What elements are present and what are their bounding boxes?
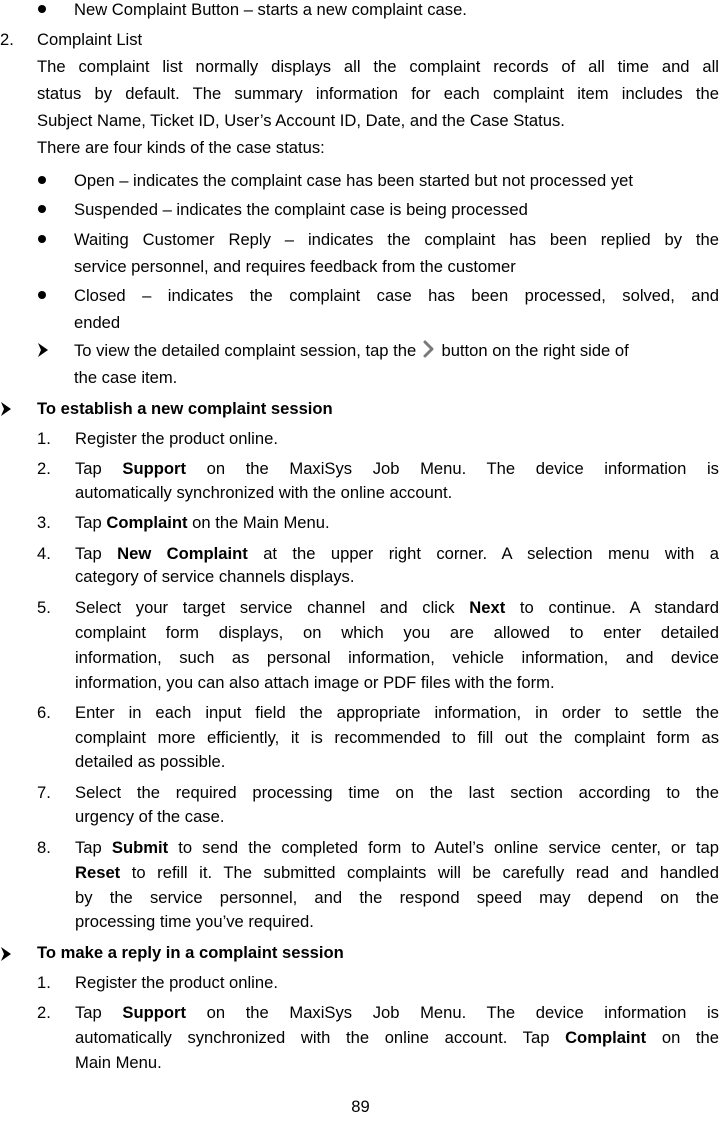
- step-number: 1.: [37, 973, 51, 992]
- paragraph-line: status by default. The summary information for each complaint item includes the: [37, 84, 719, 103]
- step-text-pre: Tap: [75, 459, 102, 478]
- step-text-cont: by the service personnel, and the respond speed may depend on the: [75, 888, 719, 907]
- tip-text-after: button on the right side of: [441, 341, 629, 360]
- step-text-cont: category of service channels displays.: [75, 567, 355, 586]
- step-text-cont: Main Menu.: [75, 1053, 162, 1072]
- step-text: [75, 999, 719, 1026]
- step-text-cont: detailed as possible.: [75, 752, 226, 771]
- step-text-post: at the upper right corner. A selection menu with a: [263, 544, 719, 563]
- step-text-post: on the MaxiSys Job Menu. The device information is: [206, 459, 719, 478]
- step-text-post: on the: [661, 1028, 719, 1047]
- new-complaint-label: New Complaint: [117, 544, 248, 563]
- status-closed: Closed – indicates the complaint case has been processed, solved, and: [74, 286, 719, 305]
- page-number: 89: [351, 1097, 370, 1116]
- support-label: Support: [122, 459, 186, 478]
- step-text-post: to continue. A standard: [519, 598, 719, 617]
- step-text-cont: [75, 1024, 719, 1051]
- step-text-pre: Tap: [75, 838, 102, 857]
- complaint-label: Complaint: [106, 513, 188, 532]
- reply-heading: To make a reply in a complaint session: [37, 943, 344, 962]
- step-text-cont: automatically synchronized with the online account.: [75, 483, 453, 502]
- paragraph-line: Subject Name, Ticket ID, User’s Account ID, Date, and the Case Status.: [37, 111, 565, 130]
- bullet-icon: [38, 5, 46, 13]
- bullet-icon: [38, 205, 46, 213]
- step-number: 3.: [37, 513, 51, 532]
- step-text-pre: Tap: [75, 513, 102, 532]
- establish-heading: To establish a new complaint session: [37, 399, 333, 418]
- paragraph-line: The complaint list normally displays all the complaint records of all time and all: [37, 57, 719, 76]
- paragraph-line: There are four kinds of the case status:: [37, 138, 325, 157]
- chevron-right-icon: [422, 340, 436, 358]
- step-text-pre: Tap: [75, 1003, 102, 1022]
- step-text: Register the product online.: [75, 973, 278, 992]
- bullet-icon: [38, 291, 46, 299]
- complaint-label: Complaint: [565, 1028, 647, 1047]
- step-text-cont: [75, 859, 719, 886]
- arrowhead-bullet-icon: [0, 946, 12, 962]
- status-waiting-cont: service personnel, and requires feedback from the customer: [74, 257, 516, 276]
- step-text-cont: processing time you’ve required.: [75, 912, 314, 931]
- arrowhead-bullet-icon: [37, 342, 49, 358]
- section-number: 2.: [0, 30, 14, 49]
- status-suspended: Suspended – indicates the complaint case is being processed: [74, 200, 528, 219]
- step-text-pre: automatically synchronized with the online account. Tap: [75, 1028, 550, 1047]
- step-number: 5.: [37, 598, 51, 617]
- tip-line-cont: the case item.: [74, 368, 178, 387]
- step-number: 1.: [37, 429, 51, 448]
- step-text: Select the required processing time on the last section according to the: [75, 783, 719, 802]
- step-number: 4.: [37, 544, 51, 563]
- reset-label: Reset: [75, 863, 121, 882]
- step-text-post: on the Main Menu.: [192, 513, 330, 532]
- step-number: 8.: [37, 838, 51, 857]
- step-text: [75, 834, 719, 861]
- step-text-cont: complaint more efficiently, it is recommended to fill out the complaint form as: [75, 728, 719, 747]
- step-text-post: to send the completed form to Autel’s online service center, or tap: [178, 838, 719, 857]
- status-closed-cont: ended: [74, 313, 121, 332]
- step-text: [75, 594, 719, 621]
- step-number: 2.: [37, 1003, 51, 1022]
- status-open: Open – indicates the complaint case has been started but not processed yet: [74, 171, 634, 190]
- support-label: Support: [122, 1003, 186, 1022]
- step-number: 6.: [37, 703, 51, 722]
- step-text-pre: Select your target service channel and click: [75, 598, 455, 617]
- bullet-icon: [38, 235, 46, 243]
- next-label: Next: [469, 598, 506, 617]
- step-text-post: to refill it. The submitted complaints will be carefully read and handled: [131, 863, 719, 882]
- intro-bullet-text: New Complaint Button – starts a new complaint case.: [74, 0, 467, 19]
- tip-line: [74, 337, 719, 364]
- step-text-post: on the MaxiSys Job Menu. The device information is: [206, 1003, 719, 1022]
- step-text-cont: urgency of the case.: [75, 807, 225, 826]
- step-number: 7.: [37, 783, 51, 802]
- step-text: Register the product online.: [75, 429, 278, 448]
- step-text: [75, 509, 330, 536]
- status-waiting: Waiting Customer Reply – indicates the complaint has been replied by the: [74, 230, 719, 249]
- step-text: [75, 455, 719, 482]
- submit-label: Submit: [111, 838, 169, 857]
- arrowhead-bullet-icon: [0, 401, 12, 417]
- step-text: Enter in each input field the appropriate information, in order to settle the: [75, 703, 719, 722]
- step-number: 2.: [37, 459, 51, 478]
- step-text-pre: Tap: [75, 544, 102, 563]
- bullet-icon: [38, 176, 46, 184]
- step-text-cont: complaint form displays, on which you are allowed to enter detailed: [75, 623, 719, 642]
- section-title: Complaint List: [37, 30, 143, 49]
- step-text-cont: information, you can also attach image or PDF files with the form.: [75, 673, 555, 692]
- tip-text-before: To view the detailed complaint session, tap the: [74, 341, 417, 360]
- step-text-cont: information, such as personal information, vehicle information, and device: [75, 648, 719, 667]
